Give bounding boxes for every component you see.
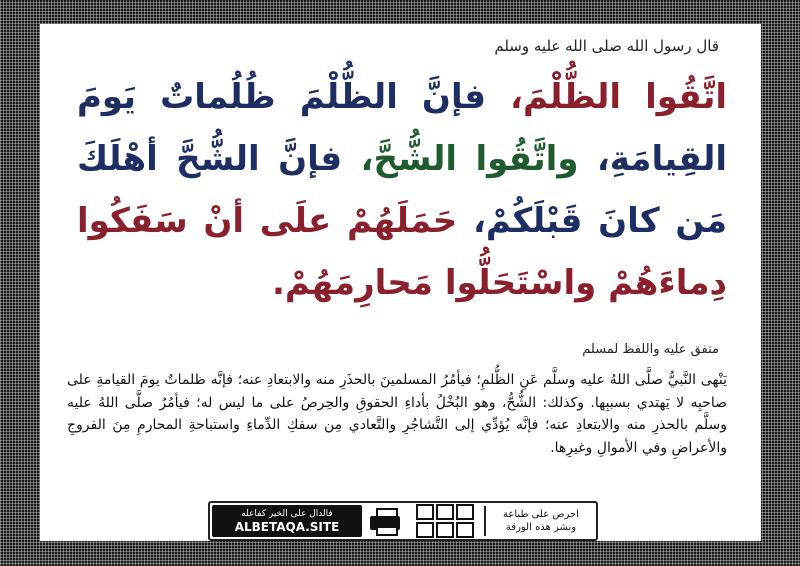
hadith-segment-2: فإنَّ الظُّلْمَ ظُلُماتٌ يَومَ القِيامَةِ، [77, 77, 728, 179]
hadith-segment-4: فإنَّ الشُّحَّ أهْلَكَ مَن كانَ قَبْلَكُمْ، [77, 139, 727, 241]
albetaqa-logo-icon [412, 505, 478, 537]
print-call [486, 508, 596, 534]
hadith-commentary: يَنْهى النَّبيُّ صلَّى اللهُ عليه وسلَّم عَنِ الظُّلمِ؛ فيأمُرُ المسلمينَ بالحذَرِ منه والابتعادِ عنه؛ فإنَّه ظلماتٌ يومَ القيامةِ على صاحبِه لا يَهتدي بسببِها. وكذلك: الشُّحُّ، وهو البُخْلُ بأداءِ الحقوقِ والحِرصُ على ما ليس له؛ فيأمُرُ صلَّى اللهُ عليه وسلَّم بالحذرِ منه والابتعادِ عنه؛ فإنَّه يُؤدِّي إلى التَّشاجُرِ والتَّعادي مِن سفكِ الدِّماءِ واستباحةِ المحارمِ مِنَ الفروجِ والأعراضِ وفي الأموالِ وغيرِها. [67, 372, 727, 456]
hadith-segment-1: اتَّقُوا الظُّلْمَ، [485, 77, 727, 117]
print-line-2: ونشر هذه الورقة [505, 522, 577, 533]
dal-text: فالدال على الخير كفاعله [241, 508, 333, 519]
hadith-card [40, 24, 761, 541]
hadith-segment-5: حَمَلَهُمْ علَى أنْ سَفَكُوا دِماءَهُمْ واسْتَحَلُّوا مَحارِمَهُمْ. [77, 201, 727, 303]
hadith-text [77, 66, 727, 314]
hadith-intro: قال رسول الله صلى الله عليه وسلم [494, 37, 719, 55]
printer-icon [368, 508, 402, 534]
footer-divider [484, 506, 486, 536]
footer-box [208, 501, 598, 541]
hadith-segment-3: واتَّقُوا الشُّحَّ، [342, 139, 579, 179]
print-line-1: احرص على طباعة [503, 509, 579, 520]
site-link[interactable]: ALBETAQA.SITE [234, 519, 340, 534]
hadith-source: متفق عليه واللفظ لمسلم [582, 342, 719, 357]
site-badge[interactable] [212, 505, 362, 537]
